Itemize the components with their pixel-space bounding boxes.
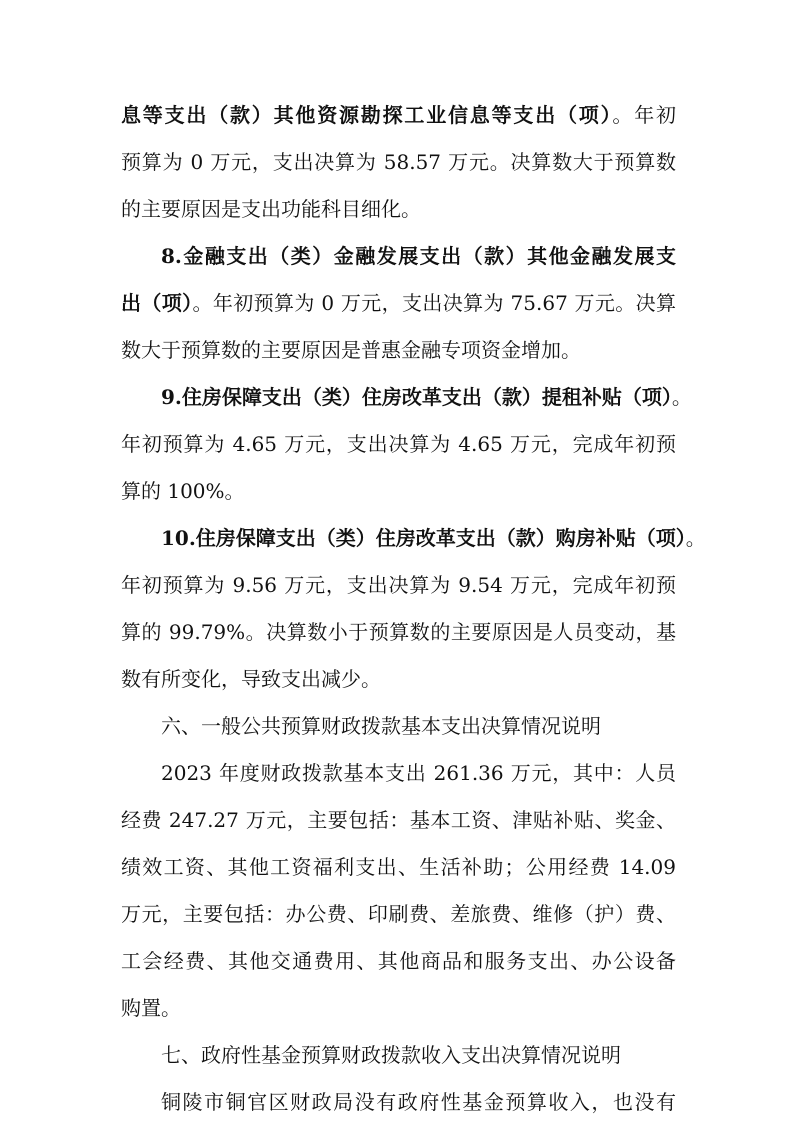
body-text: 年初预算为 9.56 万元，支出决算为 9.54 万元，完成年初预 xyxy=(121,573,676,597)
bold-text: 出（项） xyxy=(121,291,193,315)
body-text: 。 xyxy=(671,385,692,409)
bold-text: 9.住房保障支出（类）住房改革支出（款）提租补贴（项） xyxy=(161,385,672,409)
text-line xyxy=(121,515,706,562)
text-line xyxy=(121,797,676,844)
body-text: 万元，主要包括：办公费、印刷费、差旅费、维修（护）费、 xyxy=(121,902,676,926)
text-line xyxy=(121,233,676,280)
text-line xyxy=(121,280,676,327)
text-line xyxy=(121,656,676,703)
section-heading xyxy=(121,1032,676,1079)
text-line xyxy=(121,468,676,515)
document-page xyxy=(121,92,706,1126)
text-line xyxy=(121,92,676,139)
bold-text: 息等支出（款）其他资源勘探工业信息等支出（项） xyxy=(121,103,613,127)
body-text: 。年初预算为 0 万元，支出决算为 75.67 万元。决算 xyxy=(192,291,676,315)
text-line xyxy=(121,562,676,609)
text-line xyxy=(121,891,676,938)
text-line xyxy=(121,609,676,656)
body-text: 铜陵市铜官区财政局没有政府性基金预算收入，也没有 xyxy=(161,1090,676,1114)
bold-text: 8.金融支出（类）金融发展支出（款）其他金融发展支 xyxy=(161,244,676,268)
text-line xyxy=(121,421,676,468)
bold-text: 10.住房保障支出（类）住房改革支出（款）购房补贴（项） xyxy=(161,526,686,550)
body-text: 经费 247.27 万元，主要包括：基本工资、津贴补贴、奖金、 xyxy=(121,808,676,832)
text-line xyxy=(121,750,676,797)
text-line xyxy=(121,985,676,1032)
text-line xyxy=(121,938,676,985)
body-text: 工会经费、其他交通费用、其他商品和服务支出、办公设备 xyxy=(121,949,676,973)
body-text: 2023 年度财政拨款基本支出 261.36 万元，其中：人员 xyxy=(161,761,676,785)
body-text: 。 xyxy=(685,526,706,550)
heading-text: 七、政府性基金预算财政拨款收入支出决算情况说明 xyxy=(161,1043,621,1067)
section-heading xyxy=(121,703,676,750)
heading-text: 六、一般公共预算财政拨款基本支出决算情况说明 xyxy=(161,714,601,738)
body-text: 购置。 xyxy=(121,996,181,1020)
text-line xyxy=(121,139,676,186)
body-text: 绩效工资、其他工资福利支出、生活补助；公用经费 14.09 xyxy=(121,855,676,879)
body-text: 预算为 0 万元，支出决算为 58.57 万元。决算数大于预算数 xyxy=(121,150,676,174)
body-text: 数有所变化，导致支出减少。 xyxy=(121,667,381,691)
body-text: 年初预算为 4.65 万元，支出决算为 4.65 万元，完成年初预 xyxy=(121,432,676,456)
text-line xyxy=(121,327,676,374)
body-text: 算的 100%。 xyxy=(121,479,245,503)
text-line xyxy=(121,844,676,891)
body-text: 算的 99.79%。决算数小于预算数的主要原因是人员变动，基 xyxy=(121,620,676,644)
body-text: 数大于预算数的主要原因是普惠金融专项资金增加。 xyxy=(121,338,581,362)
text-line xyxy=(121,1079,676,1126)
body-text: 的主要原因是支出功能科目细化。 xyxy=(121,197,421,221)
text-line xyxy=(121,374,692,421)
text-line xyxy=(121,186,676,233)
body-text: 。年初 xyxy=(612,103,677,127)
